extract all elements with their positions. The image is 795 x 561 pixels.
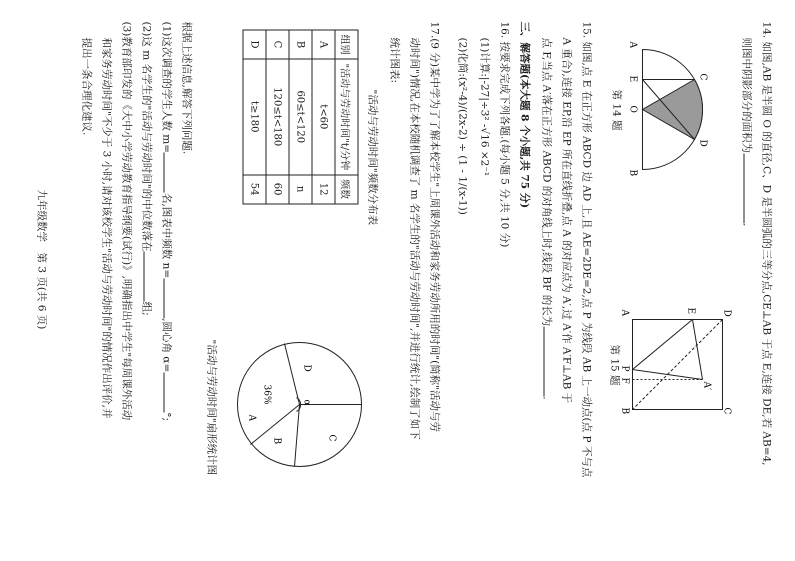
q16-part2: (2)化简:(x²-4)/(2x-2) ÷ (1 - 1/(x-1)) <box>456 37 469 215</box>
q17-line1: 17.(9 分)某中学为了了解本校学生"上周课外活动和家务劳动所用的时间"(简称"活动与劳 <box>428 21 441 432</box>
q15-square-figure <box>619 300 733 440</box>
q14-semicircle-figure <box>628 40 733 190</box>
pie-alpha: α <box>301 399 312 406</box>
q15-label-a: A <box>619 309 630 316</box>
table-cell: B <box>289 30 312 59</box>
q15-answer-blank <box>544 326 545 396</box>
table-title: "活动与劳动时间"频数分布表 <box>366 89 379 226</box>
q15-line2: A 重合),连接 EP,沿 EP 所在直线折叠,点 A 的对应点为 A′,过 A′作 A′F⊥AB 于 <box>560 37 573 404</box>
q14-label-a: A <box>627 41 638 48</box>
q14-line1: 14. 如图,AB 是半圆 O 的直径,C、D 是半圆弧的三等分点,CE⊥AB 于点 E,连接 DE,若 AB=4, <box>760 21 773 466</box>
page-footer: 九年级数学 第 3 页(共 6 页) <box>35 189 48 330</box>
question-3-line3: 提出一条合理化建议. <box>80 37 93 136</box>
pie-label-c: C <box>326 434 337 442</box>
q15-line3: 点 F,当点 A′落在正方形 ABCD 的对角线上时,线段 BF 的长为. <box>540 37 553 400</box>
q14-label-o: O <box>627 105 638 113</box>
pie-title: "活动与劳动时间"扇形统计图 <box>205 339 218 476</box>
frequency-table <box>243 30 359 205</box>
table-cell: D <box>243 30 266 59</box>
table-row <box>312 30 335 204</box>
table-row <box>243 30 266 204</box>
pie-angle-label: 36% <box>261 384 272 405</box>
table-header: "活动与劳动时间"t/分钟 <box>335 59 358 175</box>
pie-label-b: B <box>271 437 282 445</box>
q15-label-p: P <box>619 365 630 372</box>
pie-chart <box>225 330 375 480</box>
q15-label-a-prime: A′ <box>701 381 712 391</box>
q15-label-e: E <box>685 307 696 315</box>
question-1: (1)这次调查的学生人数 m=名,图表中频数 n=,圆心角 α=°; <box>160 21 173 422</box>
q15-label-d: D <box>721 309 732 317</box>
q14-label-c: C <box>697 73 708 81</box>
q15-caption: 第 15 题 <box>608 344 621 386</box>
q14-line2: 则图中阴影部分的面积为. <box>740 37 753 227</box>
table-header: 频数 <box>335 175 358 204</box>
q16-title: 16. 按要求完成下列各题.(每小题 5 分,共 10 分) <box>498 21 511 248</box>
q14-label-e: E <box>627 75 638 83</box>
section-title: 三、解答题(本大题 8 个小题,共 75 分) <box>518 21 531 209</box>
table-cell: 12 <box>312 175 335 204</box>
q15-label-f: F <box>619 377 630 384</box>
table-cell: 120≤t<180 <box>266 59 289 175</box>
table-cell: A <box>312 30 335 59</box>
table-cell: t<60 <box>312 59 335 175</box>
table-cell: C <box>266 30 289 59</box>
q14-caption: 第 14 题 <box>610 89 623 131</box>
pie-label-d: D <box>301 364 312 372</box>
table-cell: 60≤t<120 <box>289 59 312 175</box>
question-2: (2)这 m 名学生的"活动与劳动时间"的中位数落在组; <box>140 21 153 316</box>
exam-page <box>1 0 795 561</box>
q16-part1: (1)计算:|-27|÷3² -√16 ×2⁻¹ <box>478 37 491 177</box>
pie-label-a: A <box>246 414 257 421</box>
questions-intro: 根据上述信息,解答下列问题. <box>180 21 193 155</box>
table-header: 组别 <box>335 30 358 59</box>
q14-answer-blank <box>744 153 745 223</box>
table-row <box>266 30 289 204</box>
question-3-line2: 和家务劳动时间"不少于 3 小时,请对该校学生"活动与劳动时间"的情况作出评价,并 <box>100 37 113 419</box>
q14-label-b: B <box>627 169 638 177</box>
table-header-row <box>335 30 358 204</box>
table-cell: t≥180 <box>243 59 266 175</box>
q17-line3: 统计图表: <box>388 37 401 84</box>
table-cell: 60 <box>266 175 289 204</box>
q17-line2: 动时间")情况,在本校随机调查了 m 名学生的"活动与劳动时间",并进行统计,绘制了如下 <box>408 37 421 440</box>
table-cell: n <box>289 175 312 204</box>
table-row <box>289 30 312 204</box>
table-cell: 54 <box>243 175 266 204</box>
question-3-line1: (3)教育部印发的《大中小学劳动教育指导纲要(试行)》,明确指出中学生"每周课外活动 <box>120 21 133 421</box>
q15-label-b: B <box>619 407 630 415</box>
q14-label-d: D <box>697 139 708 147</box>
q15-label-c: C <box>721 407 732 415</box>
q15-line1: 15. 如图,点 E 在正方形 ABCD 边 AD 上,且 AE=2DE=2,点 P 为线段 AB 上一动点(点 P 不与点 <box>580 21 593 478</box>
